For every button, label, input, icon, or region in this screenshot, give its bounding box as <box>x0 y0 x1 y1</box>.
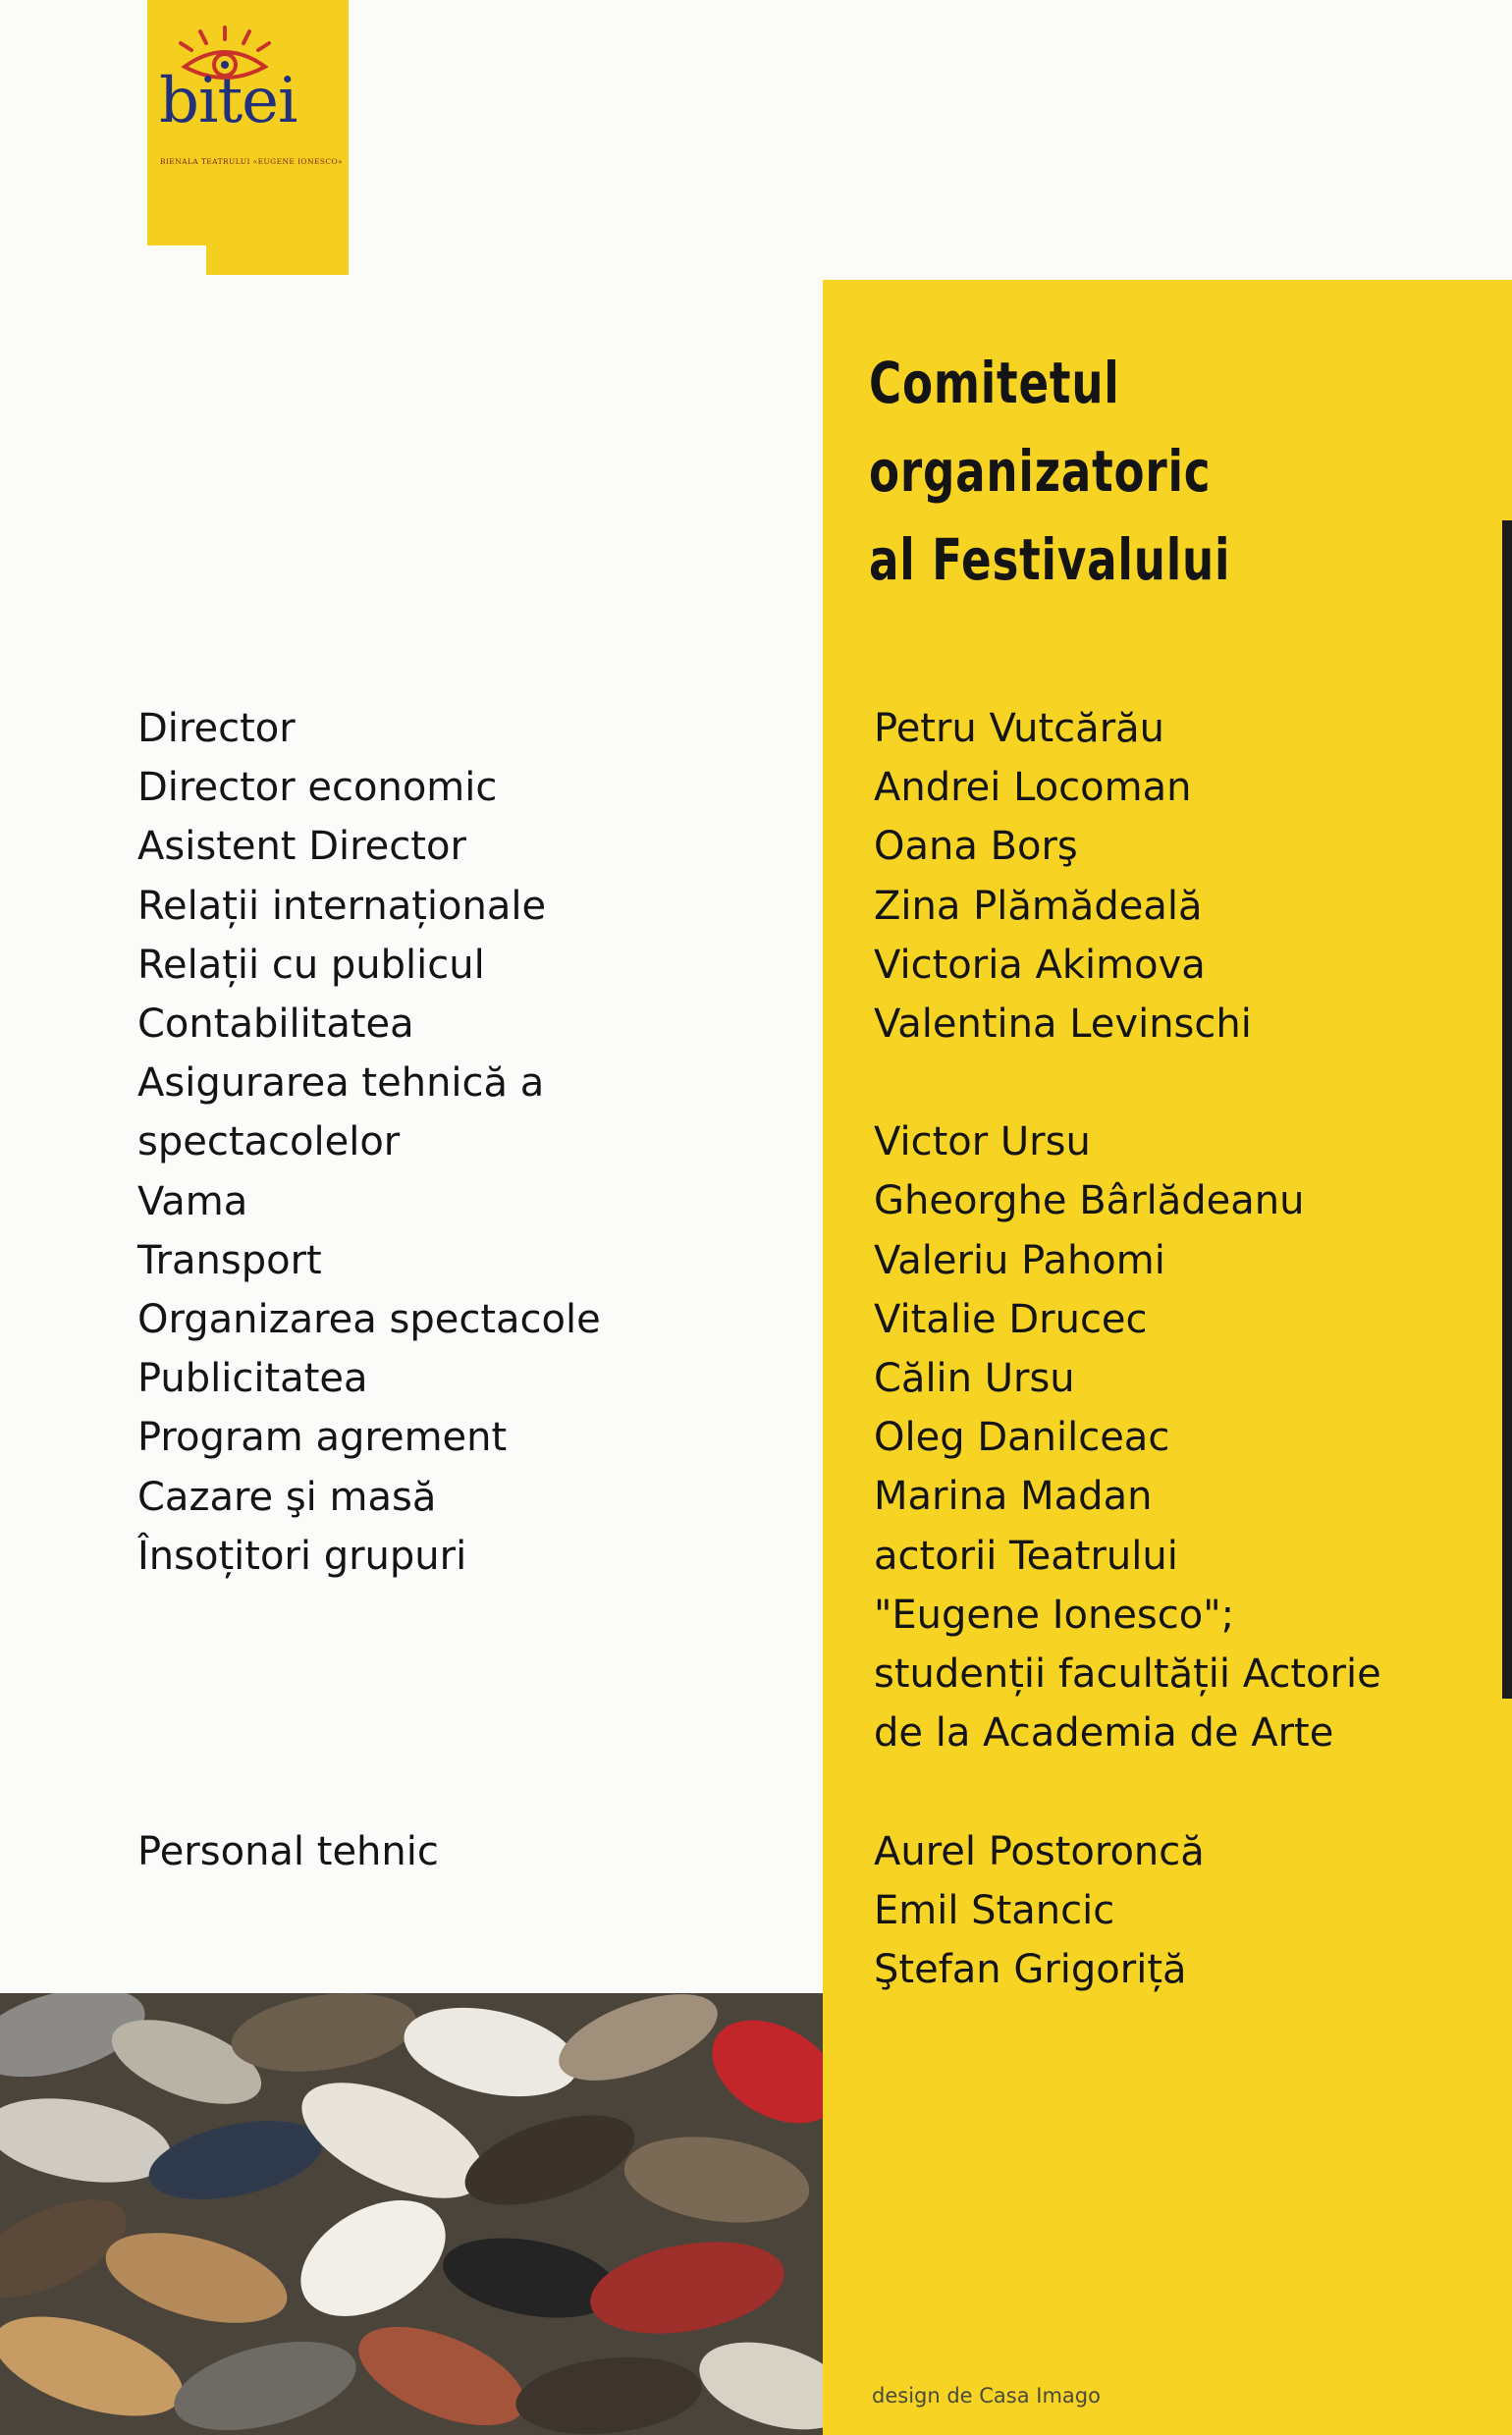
role-item: Relații cu publicul <box>137 942 485 988</box>
role-item: Organizarea spectacole <box>137 1297 601 1343</box>
name-item: actorii Teatrului <box>874 1533 1178 1579</box>
logo-step-cutout <box>147 245 206 275</box>
role-item: spectacolelor <box>137 1119 401 1165</box>
name-item: Vitalie Drucec <box>874 1296 1148 1342</box>
role-item: Asigurarea tehnică a <box>137 1060 545 1107</box>
name-item: Andrei Locoman <box>874 765 1192 811</box>
names-list <box>874 699 1381 1762</box>
name-item: Valeriu Pahomi <box>874 1237 1165 1283</box>
name-item: Petru Vutcărău <box>874 706 1164 751</box>
name-item: Marina Madan <box>874 1474 1153 1520</box>
technical-staff-names <box>874 1822 1205 2000</box>
shoes-photo <box>0 1993 823 2435</box>
name-item: Ştefan Grigoriță <box>874 1947 1187 1993</box>
roles-list <box>137 699 601 1586</box>
name-item: Aurel Postoroncă <box>874 1829 1205 1874</box>
panel-title-line: organizatoric <box>869 438 1212 505</box>
name-item: Valentina Levinschi <box>874 1001 1252 1048</box>
design-credit: design de Casa Imago <box>872 2384 1101 2408</box>
name-item: "Eugene Ionesco"; <box>874 1592 1235 1638</box>
personal-tehnic-label: Personal tehnic <box>137 1829 439 1874</box>
panel-title <box>869 339 1230 604</box>
name-item: Emil Stancic <box>874 1888 1115 1934</box>
role-item: Cazare şi masă <box>137 1474 437 1520</box>
role-item: Program agrement <box>137 1415 508 1461</box>
name-item: Oana Borş <box>874 824 1078 870</box>
group-spacer <box>874 1054 1381 1112</box>
logo-wordmark: bitei <box>159 65 297 137</box>
role-item: Vama <box>137 1178 248 1224</box>
page-edge-shadow <box>1502 520 1512 1699</box>
name-item: Zina Plămădeală <box>874 883 1203 929</box>
name-item: Gheorghe Bârlădeanu <box>874 1178 1305 1224</box>
name-item: de la Academia de Arte <box>874 1710 1334 1757</box>
panel-title-line: al Festivalului <box>869 526 1231 593</box>
name-item: Victor Ursu <box>874 1119 1091 1165</box>
panel-title-line: Comitetul <box>869 350 1120 416</box>
role-item: Însoțitori grupuri <box>137 1533 467 1579</box>
role-item: Asistent Director <box>137 824 466 870</box>
name-item: Victoria Akimova <box>874 942 1206 988</box>
role-item: Contabilitatea <box>137 1001 414 1048</box>
name-item: Oleg Danilceac <box>874 1415 1170 1461</box>
logo-subtitle: BIENALA TEATRULUI «EUGENE IONESCO» <box>160 157 344 166</box>
name-item: studenții facultății Actorie <box>874 1651 1381 1698</box>
role-item: Director economic <box>137 765 498 811</box>
role-item: Transport <box>137 1237 322 1283</box>
role-item: Relații internaționale <box>137 883 547 929</box>
name-item: Călin Ursu <box>874 1356 1075 1402</box>
role-item: Publicitatea <box>137 1356 368 1402</box>
role-item: Director <box>137 706 296 751</box>
